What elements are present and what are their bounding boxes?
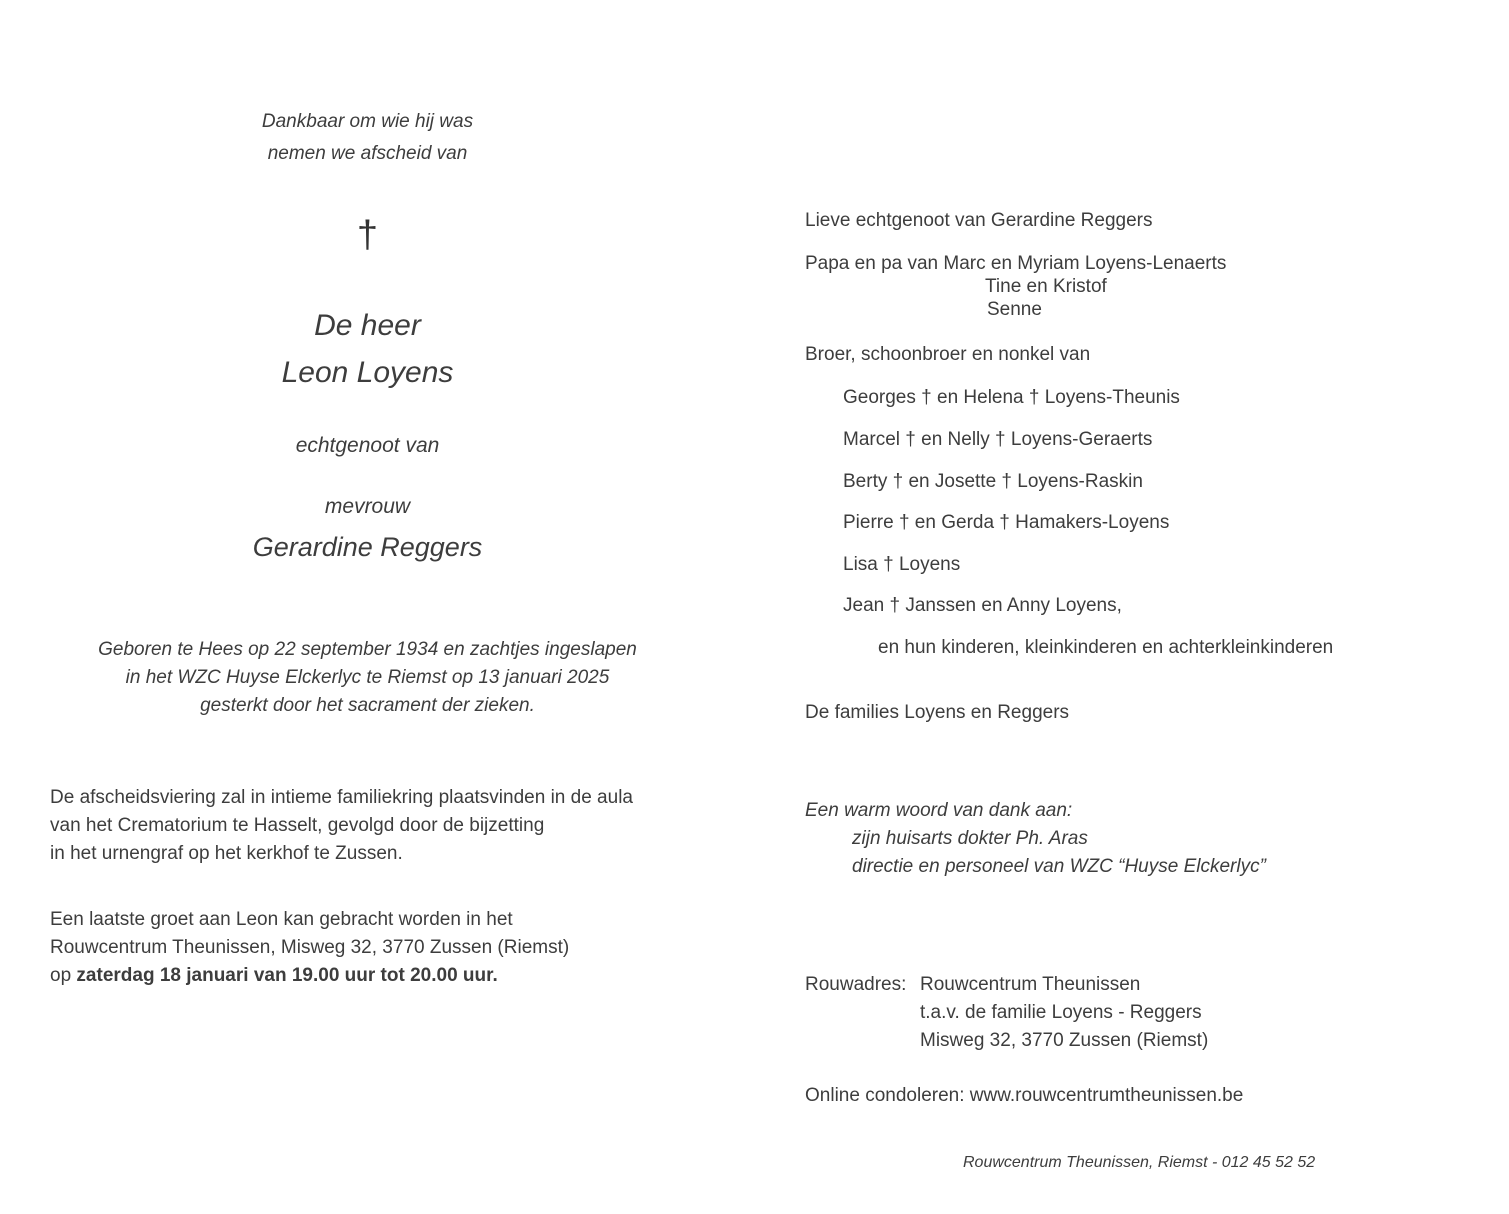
greeting-prefix: op [50,965,72,986]
greeting-line-1: Een laatste groet aan Leon kan gebracht worden in het [50,909,513,930]
cross-icon: † [356,214,379,256]
birth-line-2: in het WZC Huyse Elckerlyc te Riemst op 13 januari 2025 [125,667,610,688]
greeting-line-3 [50,965,498,987]
ceremony-line-1: De afscheidsviering zal in intieme familiekring plaatsvinden in de aula [50,787,633,808]
families-line: De families Loyens en Reggers [805,702,1070,723]
address-line-2: t.a.v. de familie Loyens - Reggers [920,1002,1202,1023]
intro-line-1: Dankbaar om wie hij was [261,111,474,132]
intro-line-2: nemen we afscheid van [267,143,468,164]
sibling-item: Lisa † Loyens [843,554,961,575]
children-line-3: Senne [987,299,1042,320]
thanks-line-1: zijn huisarts dokter Ph. Aras [852,828,1088,849]
children-line-1: Papa en pa van Marc en Myriam Loyens-Lenaerts [805,253,1227,274]
children-line-2: Tine en Kristof [985,276,1107,297]
sibling-item: Jean † Janssen en Anny Loyens, [843,595,1122,616]
greeting-line-2: Rouwcentrum Theunissen, Misweg 32, 3770 Zussen (Riemst) [50,937,570,958]
address-label: Rouwadres: [805,974,907,995]
birth-line-3: gesterkt door het sacrament der zieken. [200,695,535,716]
ceremony-line-3: in het urnengraf op het kerkhof te Zussen. [50,843,403,864]
spouse-line: Lieve echtgenoot van Gerardine Reggers [805,210,1153,231]
footer-credit: Rouwcentrum Theunissen, Riemst - 012 45 52 52 [963,1154,1316,1171]
visiting-hours: zaterdag 18 januari van 19.00 uur tot 20.00 uur. [76,965,498,986]
sibling-item: Berty † en Josette † Loyens-Raskin [843,471,1143,492]
deceased-name: Leon Loyens [281,356,454,389]
address-line-3: Misweg 32, 3770 Zussen (Riemst) [920,1030,1209,1051]
ceremony-line-2: van het Crematorium te Hasselt, gevolgd door de bijzetting [50,815,545,836]
siblings-intro: Broer, schoonbroer en nonkel van [805,344,1091,365]
spouse-intro: echtgenoot van [295,434,440,457]
spouse-prefix: mevrouw [324,495,411,518]
name-prefix: De heer [314,309,421,342]
thanks-line-2: directie en personeel van WZC “Huyse Elckerlyc” [852,856,1266,877]
sibling-item: Georges † en Helena † Loyens-Theunis [843,387,1180,408]
sibling-item: Pierre † en Gerda † Hamakers-Loyens [843,512,1170,533]
sibling-item: Marcel † en Nelly † Loyens-Geraerts [843,429,1153,450]
address-line-1: Rouwcentrum Theunissen [920,974,1141,995]
online-condolence: Online condoleren: www.rouwcentrumtheunissen.be [805,1085,1244,1106]
birth-line-1: Geboren te Hees op 22 september 1934 en zachtjes ingeslapen [98,639,637,660]
siblings-outro: en hun kinderen, kleinkinderen en achterkleinkinderen [878,637,1334,658]
thanks-intro: Een warm woord van dank aan: [805,800,1073,821]
spouse-name: Gerardine Reggers [252,532,483,562]
